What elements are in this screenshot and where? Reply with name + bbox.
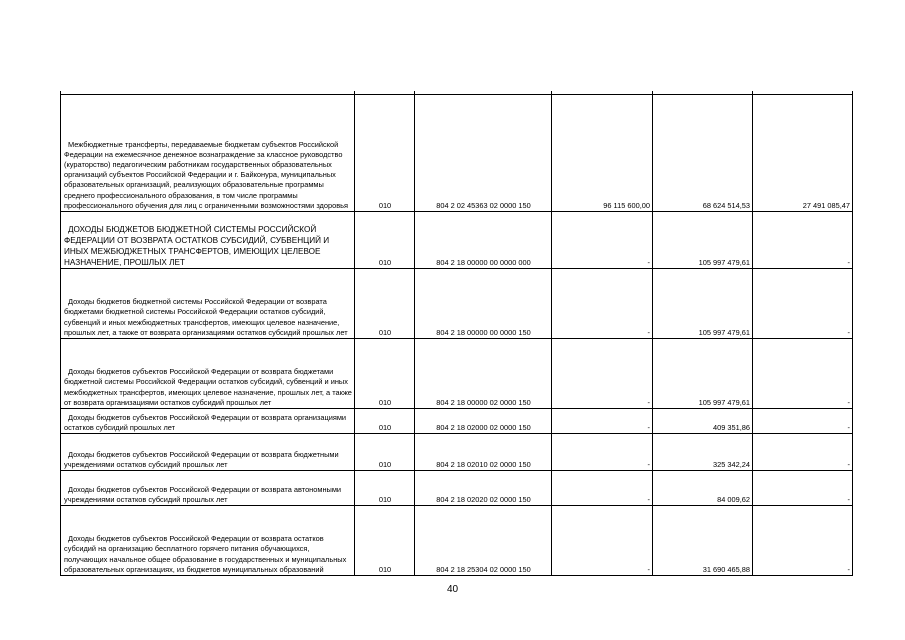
- row-budget-code: 804 2 18 25304 02 0000 150: [415, 506, 552, 576]
- page-number: 40: [446, 584, 459, 595]
- row-budget-code: 804 2 18 02020 02 0000 150: [415, 471, 552, 506]
- row-executed: 84 009,62: [653, 471, 753, 506]
- row-approved: -: [552, 471, 653, 506]
- row-name: Доходы бюджетов субъектов Российской Федерации от возврата организациями остатков субсидий прошлых лет: [61, 409, 355, 434]
- row-budget-code: 804 2 02 45363 02 0000 150: [415, 95, 552, 212]
- row-approved: 96 115 600,00: [552, 95, 653, 212]
- row-executed: 105 997 479,61: [653, 212, 753, 269]
- row-line-code: 010: [355, 434, 415, 471]
- row-budget-code: 804 2 18 02010 02 0000 150: [415, 434, 552, 471]
- row-remaining: -: [753, 269, 853, 339]
- row-executed: 325 342,24: [653, 434, 753, 471]
- row-remaining: -: [753, 339, 853, 409]
- row-name: Доходы бюджетов субъектов Российской Федерации от возврата бюджетными учреждениями остатков субсидий прошлых лет: [61, 434, 355, 471]
- table-row: [61, 269, 853, 339]
- row-line-code: 010: [355, 471, 415, 506]
- row-line-code: 010: [355, 506, 415, 576]
- row-approved: -: [552, 269, 653, 339]
- table-row: [61, 434, 853, 471]
- row-executed: 68 624 514,53: [653, 95, 753, 212]
- row-remaining: -: [753, 471, 853, 506]
- row-budget-code: 804 2 18 00000 00 0000 000: [415, 212, 552, 269]
- row-budget-code: 804 2 18 00000 00 0000 150: [415, 269, 552, 339]
- row-executed: 31 690 465,88: [653, 506, 753, 576]
- row-name: Доходы бюджетов субъектов Российской Федерации от возврата остатков субсидий на организацию бесплатного горячего питания обучающихся, получающих начальное общее образование в государственных и муниципальных образовательных организациях, из бюджетов муниципальных образований: [61, 506, 355, 576]
- table-row: [61, 95, 853, 212]
- row-budget-code: 804 2 18 02000 02 0000 150: [415, 409, 552, 434]
- row-executed: 105 997 479,61: [653, 269, 753, 339]
- table-row: [61, 212, 853, 269]
- row-name: Межбюджетные трансферты, передаваемые бюджетам субъектов Российской Федерации на ежемесячное денежное вознаграждение за классное руководство (кураторство) педагогическим работникам государственных образовательных организаций субъектов Российской Федерации и г. Байконура, муниципальных образовательных организаций, реализующих образовательные программы среднего профессионального образования, в том числе программы профессионального обучения для лиц с ограниченными возможностями здоровья: [61, 95, 355, 212]
- row-name: Доходы бюджетов бюджетной системы Российской Федерации от возврата бюджетами бюджетной системы Российской Федерации остатков субсидий, субвенций и иных межбюджетных трансфертов, имеющих целевое назначение, прошлых лет, а также от возврата организациями остатков субсидий прошлых лет: [61, 269, 355, 339]
- row-line-code: 010: [355, 95, 415, 212]
- budget-revenue-table: [60, 91, 853, 576]
- row-line-code: 010: [355, 409, 415, 434]
- table-row: [61, 506, 853, 576]
- table-row: [61, 409, 853, 434]
- table-row: [61, 471, 853, 506]
- row-remaining: -: [753, 212, 853, 269]
- row-approved: -: [552, 434, 653, 471]
- row-approved: -: [552, 339, 653, 409]
- row-name: Доходы бюджетов субъектов Российской Федерации от возврата бюджетами бюджетной системы Российской Федерации остатков субсидий, субвенций и иных межбюджетных трансфертов, имеющих целевое назначение, прошлых лет, а также от возврата организациями остатков субсидий прошлых лет: [61, 339, 355, 409]
- row-line-code: 010: [355, 339, 415, 409]
- row-approved: -: [552, 506, 653, 576]
- row-line-code: 010: [355, 212, 415, 269]
- row-remaining: -: [753, 434, 853, 471]
- row-name: ДОХОДЫ БЮДЖЕТОВ БЮДЖЕТНОЙ СИСТЕМЫ РОССИЙСКОЙ ФЕДЕРАЦИИ ОТ ВОЗВРАТА ОСТАТКОВ СУБСИДИЙ, СУБВЕНЦИЙ И ИНЫХ МЕЖБЮДЖЕТНЫХ ТРАНСФЕРТОВ, ИМЕЮЩИХ ЦЕЛЕВОЕ НАЗНАЧЕНИЕ, ПРОШЛЫХ ЛЕТ: [61, 212, 355, 269]
- row-approved: -: [552, 409, 653, 434]
- row-approved: -: [552, 212, 653, 269]
- row-line-code: 010: [355, 269, 415, 339]
- table-row: [61, 339, 853, 409]
- row-executed: 105 997 479,61: [653, 339, 753, 409]
- row-executed: 409 351,86: [653, 409, 753, 434]
- row-remaining: -: [753, 409, 853, 434]
- row-remaining: 27 491 085,47: [753, 95, 853, 212]
- row-name: Доходы бюджетов субъектов Российской Федерации от возврата автономными учреждениями остатков субсидий прошлых лет: [61, 471, 355, 506]
- row-budget-code: 804 2 18 00000 02 0000 150: [415, 339, 552, 409]
- row-remaining: -: [753, 506, 853, 576]
